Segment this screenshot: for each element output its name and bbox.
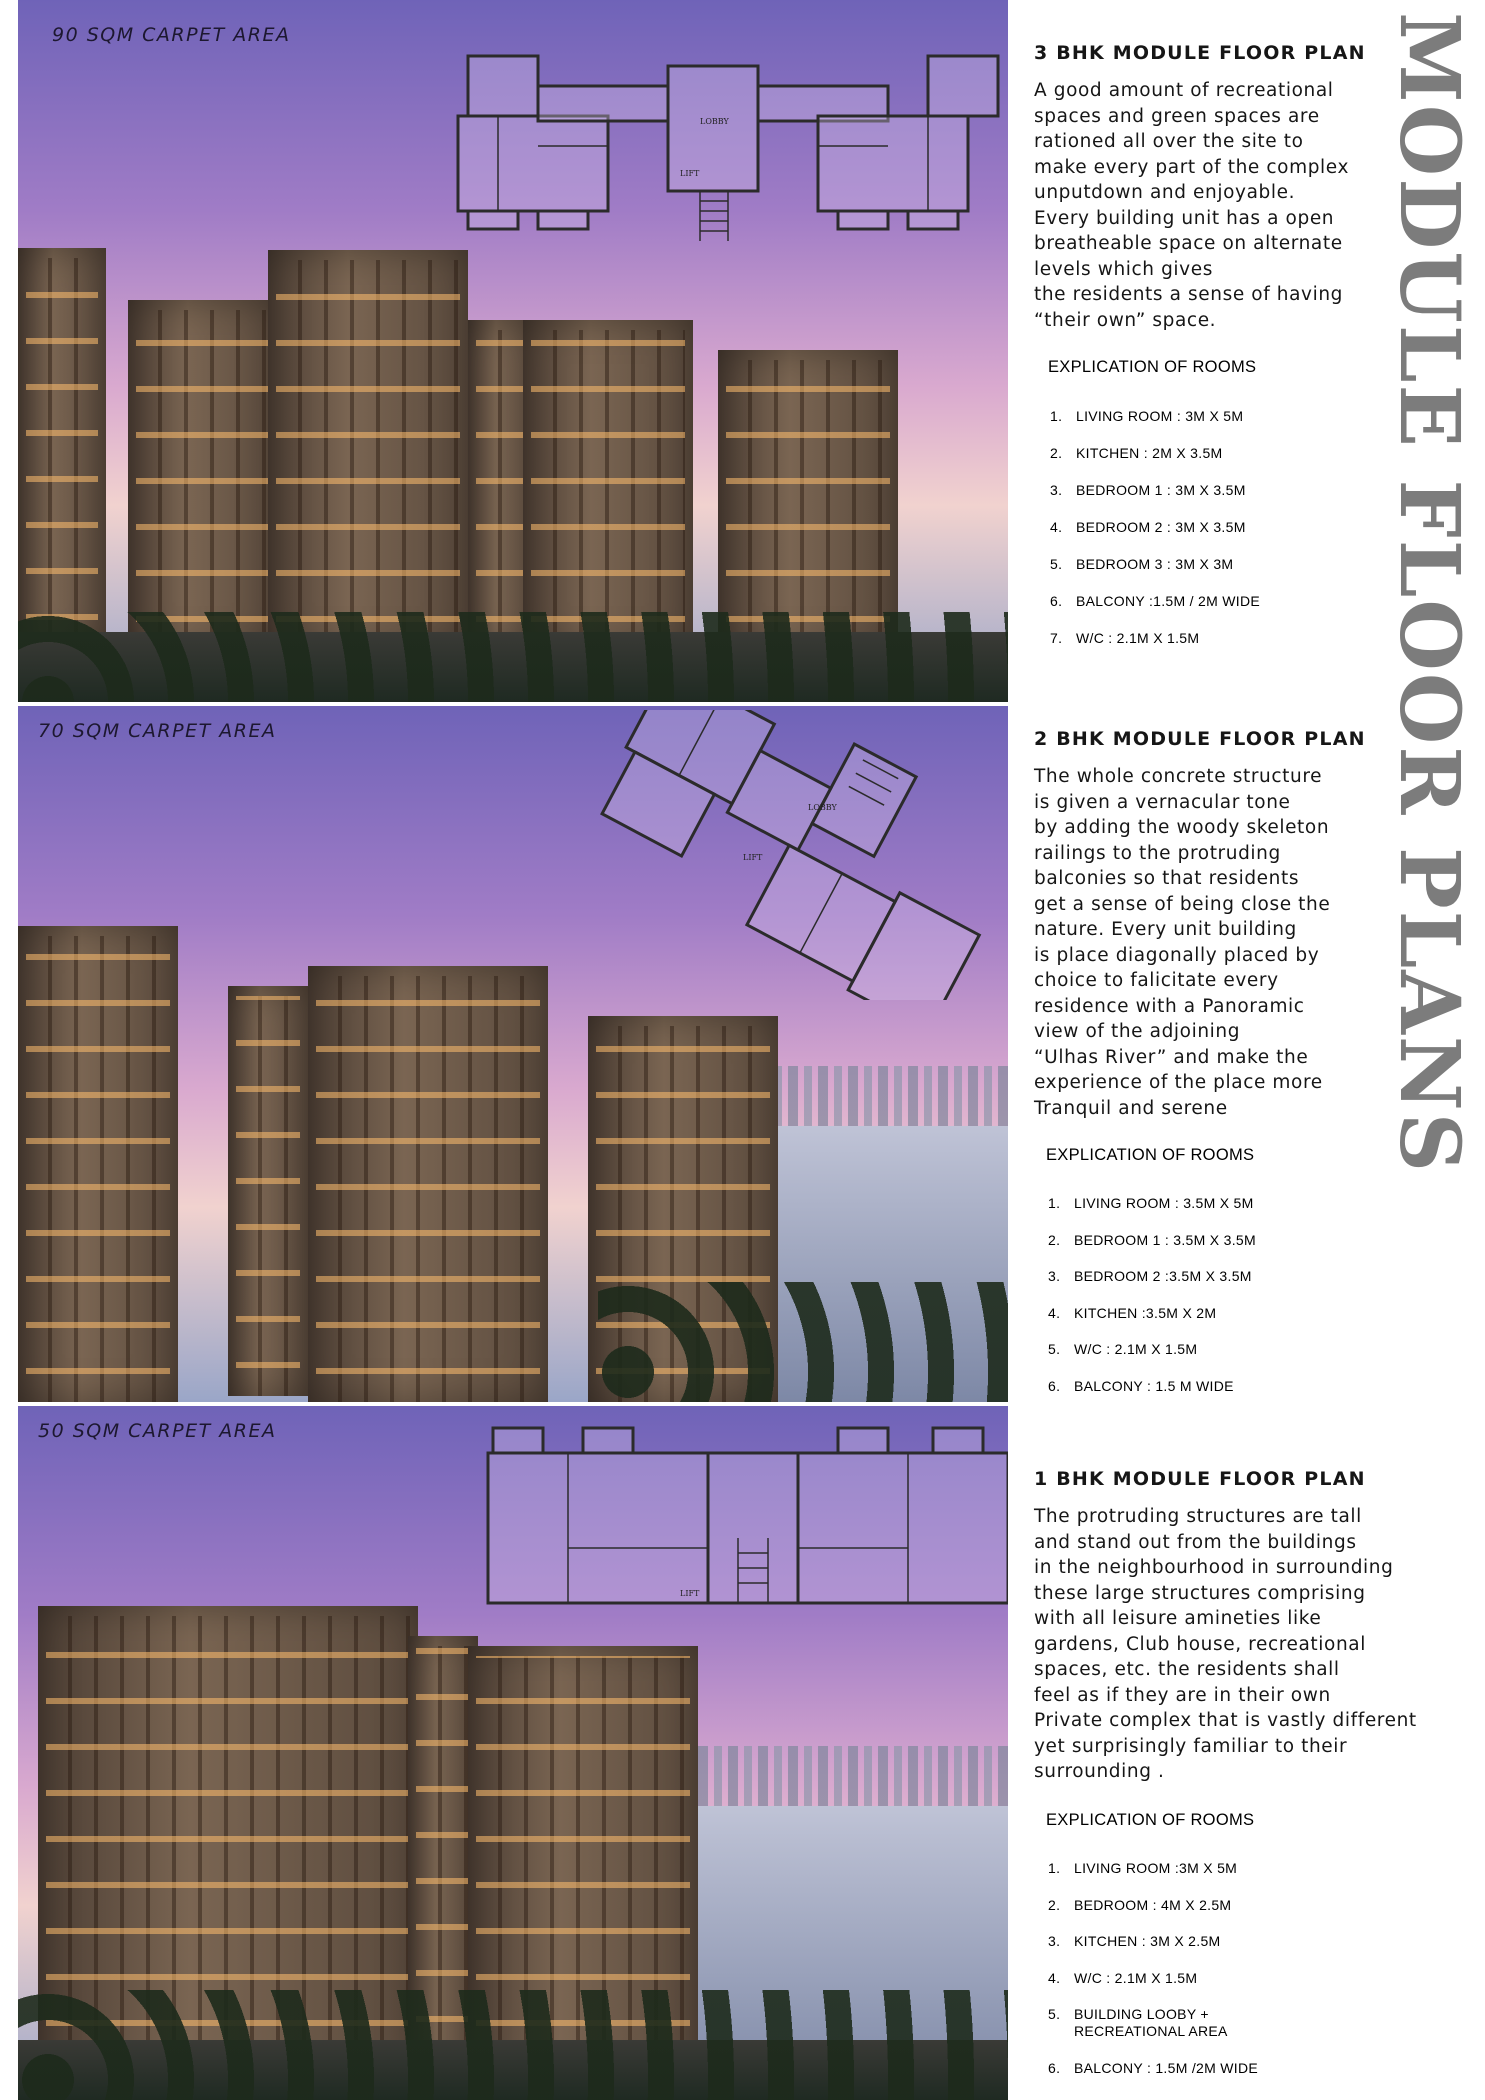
list-item: 7. W/C : 2.1M X 1.5M [1050,630,1200,646]
list-item: 4. BEDROOM 2 : 3M X 3.5M [1050,519,1246,535]
rooms-list [1048,1195,1378,1414]
section-1bhk-text [1034,1468,1434,1785]
rooms-title: EXPLICATION OF ROOMS [1048,358,1257,376]
section-3bhk-text [1034,42,1434,333]
building-tower-e [718,350,898,650]
list-item: 4. W/C : 2.1M X 1.5M [1048,1969,1198,1986]
building-tower-d [523,320,693,650]
section-description: A good amount of recreational spaces and green spaces are rationed all over the site to make every part of the complex unputdown and enjoyable. Every building unit has a open breatheable space on alternate levels which gives the residents a sense of having “their own” space. [1034,80,1349,331]
rooms-title: EXPLICATION OF ROOMS [1046,1811,1255,1829]
section-heading: 1 BHK MODULE FLOOR PLAN [1034,1468,1366,1490]
rooms-list [1050,408,1380,667]
list-item: 6. BALCONY : 1.5M /2M WIDE [1048,2060,1259,2076]
list-item: 1. LIVING ROOM :3M X 5M [1048,1860,1238,1876]
list-item: 2. BEDROOM 1 : 3.5M X 3.5M [1048,1231,1256,1248]
section-heading: 2 BHK MODULE FLOOR PLAN [1034,728,1366,750]
list-item: 5. BEDROOM 3 : 3M X 3M [1050,556,1234,572]
area-label: 50 SQM CARPET AREA [38,1420,277,1442]
list-item: 5. W/C : 2.1M X 1.5M [1048,1341,1198,1357]
plan-label-lobby: LOBBY [808,803,837,812]
list-item: 6. BALCONY : 1.5 M WIDE [1048,1377,1234,1394]
render-1bhk [18,1406,1008,2100]
plan-label-lobby: LOBBY [700,117,729,126]
building-left [18,248,106,648]
palm-trees [18,1990,1008,2100]
palm-trees [18,612,1008,702]
area-label: 90 SQM CARPET AREA [52,24,291,46]
list-item: 2. BEDROOM : 4M X 2.5M [1048,1896,1232,1913]
list-item: 1. LIVING ROOM : 3.5M X 5M [1048,1195,1254,1211]
list-item: 1. LIVING ROOM : 3M X 5M [1050,408,1244,424]
render-3bhk [18,0,1008,702]
section-description: The whole concrete structure is given a vernacular tone by adding the woody skeleton railings to the protruding balconies so that residents get a sense of being close the nature. Every unit building is place diagonally placed by choice to falicitate every residence with a Panoramic view of the adjoining “Ulhas River” and make the experience of the place more Tranquil and serene [1034,766,1331,1119]
list-item: 4. KITCHEN :3.5M X 2M [1048,1304,1217,1321]
area-label: 70 SQM CARPET AREA [38,720,277,742]
list-item: 6. BALCONY :1.5M / 2M WIDE [1050,593,1261,609]
building-tower-a [128,300,278,650]
building-tower-b [308,966,548,1402]
section-2bhk-text [1034,728,1434,1121]
list-item: 3. KITCHEN : 3M X 2.5M [1048,1933,1221,1949]
rooms-title: EXPLICATION OF ROOMS [1046,1146,1255,1164]
section-heading: 3 BHK MODULE FLOOR PLAN [1034,42,1366,64]
building-tower-a [228,986,308,1396]
rooms-list [1048,1860,1378,2097]
plan-label-lift: LIFT [680,1589,700,1598]
plan-label-lift: LIFT [743,853,763,862]
floor-plan-2bhk [578,710,1008,1000]
building-left [18,926,178,1402]
list-item: 3. BEDROOM 1 : 3M X 3.5M [1050,482,1246,498]
section-description: The protruding structures are tall and stand out from the buildings in the neighbourhood in surrounding these large structures comprising with all leisure amineties like gardens, Club house, recreational spaces, etc. the residents shall feel as if they are in their own Private complex that is vastly different yet surprisingly familiar to their surrounding . [1034,1506,1417,1782]
plan-label-lift: LIFT [680,169,700,178]
list-item: 2. KITCHEN : 2M X 3.5M [1050,445,1223,461]
render-2bhk [18,706,1008,1402]
floor-plan-3bhk [438,16,1008,246]
building-tower-b [268,250,468,650]
skyline [668,1746,1008,1806]
page-title: MODULE FLOOR PLANS [1381,12,1477,1175]
list-item: 5. BUILDING LOOBY + RECREATIONAL AREA [1048,2006,1228,2039]
list-item: 3. BEDROOM 2 :3.5M X 3.5M [1048,1268,1252,1284]
palm-trees [598,1282,1008,1402]
floor-plan-1bhk [468,1418,1008,1608]
